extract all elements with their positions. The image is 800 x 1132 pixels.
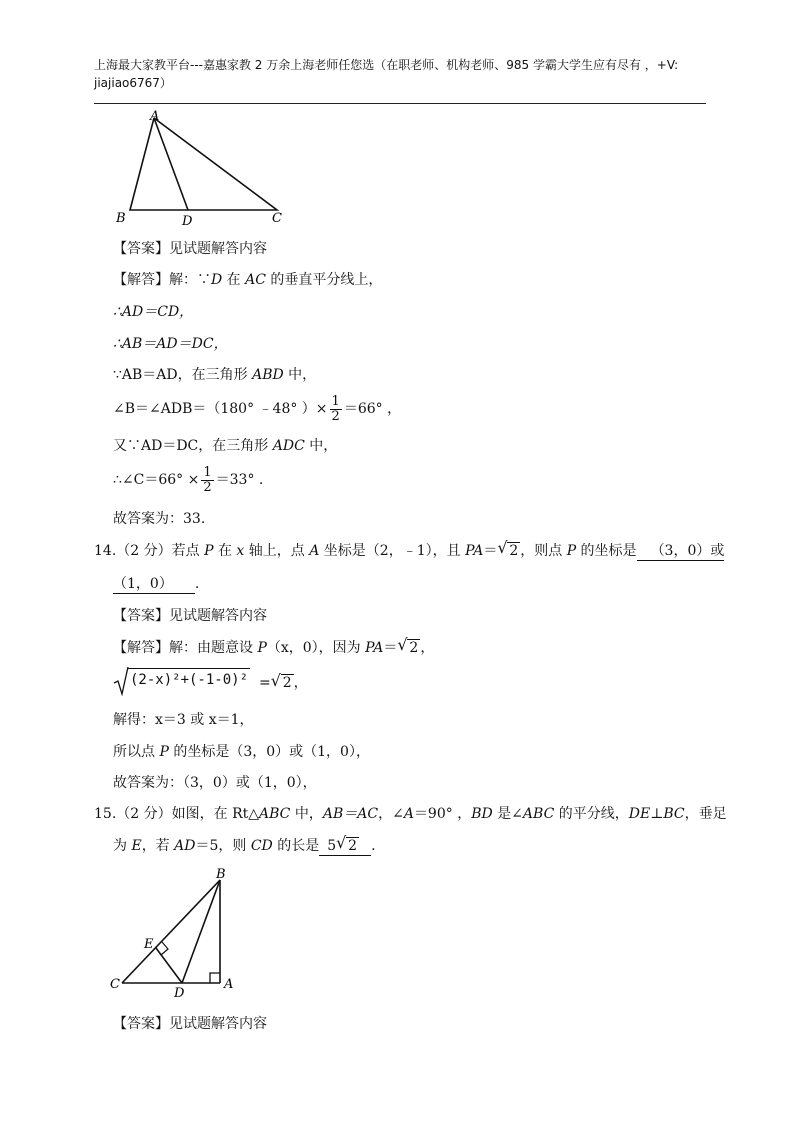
text: 轴上，点	[244, 543, 310, 559]
text: 的垂直平分线上，	[265, 272, 383, 288]
label-A: A	[150, 109, 160, 124]
label-D: D	[182, 214, 193, 228]
text: 在	[222, 272, 246, 288]
text: =	[259, 675, 271, 691]
text: 所以点	[113, 744, 160, 760]
text: ，	[293, 675, 308, 691]
text: 【解答】解：∵	[113, 272, 211, 288]
answer-blank	[319, 837, 371, 856]
numerator: 1	[331, 393, 340, 409]
triangle-figure-2	[108, 866, 258, 1001]
label-D: D	[174, 986, 185, 1001]
text: 14.（2 分）若点	[94, 543, 205, 559]
triangle-figure-1	[110, 108, 300, 228]
label-B: B	[116, 211, 126, 226]
q15-stem-line-1	[94, 804, 727, 824]
text: 15.（2 分）如图，在 Rt△	[94, 806, 260, 822]
text: ＝66° ，	[343, 401, 402, 417]
radicand: 2	[348, 838, 358, 854]
text: ＝90° ，	[413, 806, 472, 822]
var: P	[257, 640, 267, 656]
q14-solution-line-4	[113, 742, 370, 762]
var: ABC	[259, 806, 291, 822]
sqrt	[497, 541, 520, 561]
q13-solution-line-4	[113, 365, 316, 385]
answer-blank: （3，0）或	[637, 542, 725, 561]
page-header	[94, 56, 706, 92]
text: .	[371, 838, 376, 854]
text: ∵AB＝AD，在三角形	[113, 367, 253, 383]
header-line-2: jiajiao6767）	[94, 76, 172, 90]
text: ，∠	[378, 806, 404, 822]
text: 在	[213, 543, 237, 559]
q15-stem-line-2	[113, 836, 376, 856]
text: 中，	[283, 367, 317, 383]
text: ，若	[141, 838, 175, 854]
var: P	[159, 744, 169, 760]
q13-solution-line-7	[113, 464, 263, 496]
text: ＝5，则	[195, 838, 251, 854]
text: 中，	[290, 806, 323, 822]
var: ABD	[252, 367, 284, 383]
q14-stem-line-2	[113, 574, 199, 594]
text: ＝	[383, 640, 398, 656]
text: 坐标是（2，﹣1），且	[319, 543, 466, 559]
fraction	[330, 395, 342, 424]
q15-answer: 【答案】见试题解答内容	[113, 1016, 267, 1032]
q13-solution-line-1	[113, 270, 382, 290]
var: x	[236, 543, 245, 559]
text: ∠B＝∠ADB＝（180° ﹣48° ）×	[113, 401, 328, 417]
text: 的坐标是（3，0）或（1，0），	[168, 744, 370, 760]
text: ，则点	[520, 543, 567, 559]
fraction	[201, 466, 213, 495]
var: AB＝AC	[322, 806, 379, 822]
var: BD	[471, 806, 493, 822]
denominator: 2	[331, 408, 340, 424]
label-C: C	[272, 211, 282, 226]
radicand: 2	[282, 675, 292, 691]
label-C: C	[110, 977, 120, 992]
var: DE	[628, 806, 651, 822]
text: 中，	[304, 438, 338, 454]
header-divider	[94, 103, 706, 104]
text: ＝33° .	[215, 472, 264, 488]
var: ABC	[522, 806, 555, 822]
var: P	[566, 543, 577, 559]
var: P	[204, 543, 214, 559]
sqrt	[397, 638, 420, 658]
q13-solution-line-2: ∴AD＝CD，	[113, 304, 194, 320]
q13-solution-line-3: ∴AB＝AD＝DC，	[113, 336, 228, 352]
var: CD	[250, 838, 273, 854]
text: 为	[113, 838, 132, 854]
label-B: B	[216, 867, 226, 882]
var: E	[131, 838, 142, 854]
var: BC	[663, 806, 685, 822]
coefficient: 5	[327, 838, 337, 854]
equation-rhs	[259, 672, 308, 692]
var: PA	[465, 543, 484, 559]
label-A: A	[224, 977, 234, 992]
sqrt	[271, 674, 294, 691]
var: AD	[174, 838, 196, 854]
text: ，	[420, 640, 435, 656]
var: PA	[365, 640, 384, 656]
denominator: 2	[203, 479, 212, 495]
text: 【解答】解：由题意设	[113, 640, 258, 656]
numerator: 1	[203, 464, 212, 480]
radicand: 2	[409, 640, 419, 656]
label-E: E	[144, 937, 154, 952]
var: D	[211, 272, 223, 288]
q13-final-answer: 故答案为：33.	[113, 511, 206, 527]
radical-sign	[113, 666, 129, 696]
answer-blank: （1，0）	[113, 575, 195, 594]
header-line-1: 上海最大家教平台---嘉惠家教 2 万余上海老师任您选（在职老师、机构老师、985 学霸大学生应有尽有 ，+V:	[94, 58, 679, 72]
q13-solution-line-5	[113, 393, 401, 425]
text: ，垂足	[684, 806, 727, 822]
q14-solution-line-1	[113, 638, 434, 658]
text: .	[194, 576, 200, 592]
text: （x，0），因为	[266, 640, 366, 656]
q14-final-answer: 故答案为：（3，0）或（1，0），	[113, 775, 317, 791]
text: ⊥	[650, 806, 664, 822]
q13-solution-line-6	[113, 436, 337, 456]
var: AC	[245, 272, 266, 288]
text: ＝	[483, 543, 498, 559]
text: 又∵AD＝DC，在三角形	[113, 438, 273, 454]
radicand: (2-x)²+(-1-0)²	[128, 668, 250, 688]
text: 是∠	[492, 806, 523, 822]
q14-solution-line-3: 解得：x＝3 或 x＝1，	[113, 712, 254, 728]
text: 的坐标是	[576, 543, 637, 559]
sqrt	[336, 837, 359, 855]
text: ∴∠C＝66° ×	[113, 472, 200, 488]
var: A	[309, 543, 320, 559]
text: 的长是	[272, 838, 320, 854]
text: 的平分线，	[554, 806, 629, 822]
q14-answer: 【答案】见试题解答内容	[113, 608, 267, 624]
radicand: 2	[509, 543, 519, 559]
var: A	[403, 806, 414, 822]
var: ADC	[272, 438, 305, 454]
q14-stem-line-1	[94, 541, 724, 561]
q13-answer: 【答案】见试题解答内容	[113, 241, 267, 257]
